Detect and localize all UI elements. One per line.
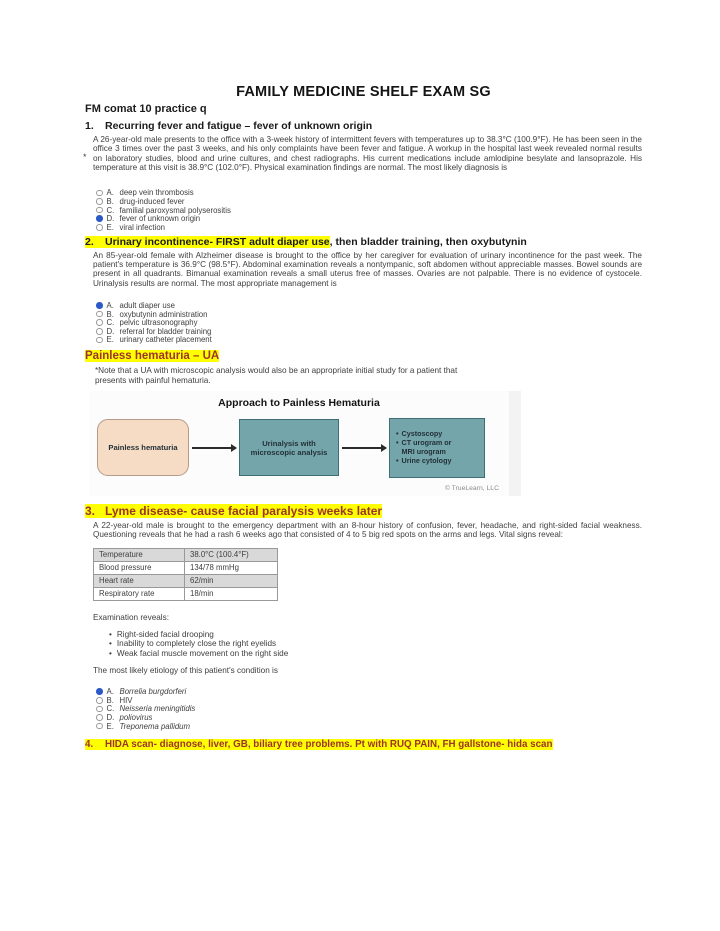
radio-icon[interactable] [96, 723, 103, 730]
option-letter: B. [106, 197, 114, 207]
option-text: Treponema pallidum [119, 721, 190, 731]
option-q3-b [96, 696, 642, 705]
radio-selected-icon[interactable] [96, 688, 103, 695]
table-row [94, 561, 278, 574]
question-3-options [96, 687, 642, 730]
option-text: Neisseria meningitidis [119, 704, 196, 714]
option-text: referral for bladder training [119, 326, 212, 336]
option-letter: C. [106, 318, 115, 328]
question-4-heading [85, 739, 642, 750]
flow-bullet-text: Cystoscopy [401, 429, 443, 439]
flowchart-row [97, 418, 501, 478]
flowchart-title: Approach to Painless Hematuria [218, 396, 380, 409]
flow-bullet-urogram [396, 439, 451, 457]
bullet-icon: • [396, 429, 399, 439]
question-2-heading [85, 236, 642, 248]
option-q3-c [96, 705, 642, 714]
option-letter: E. [106, 335, 114, 345]
vital-label: Temperature [94, 548, 185, 561]
option-q3-d [96, 713, 642, 722]
option-text: oxybutynin administration [119, 309, 208, 319]
option-letter: D. [106, 712, 115, 722]
option-letter: A. [106, 301, 114, 311]
question-3-heading-text: Lyme disease- cause facial paralysis weeks later [105, 503, 383, 518]
radio-icon[interactable] [96, 706, 103, 713]
option-letter: E. [106, 222, 114, 232]
flow-bullet-text: Urine cytology [401, 455, 452, 465]
hematuria-flowchart-image [89, 391, 521, 496]
option-q1-a [96, 189, 642, 198]
bullet-icon: • [109, 648, 112, 658]
option-q3-a [96, 687, 642, 696]
question-2-heading-rest: , then bladder training, then oxybutynin [329, 235, 527, 248]
truelearn-credit: © TrueLearn, LLC [444, 484, 499, 492]
exam-findings-list [109, 630, 642, 659]
question-2-stem-text: An 85-year-old female with Alzheimer disease is brought to the office by her caregiver for evaluation of urinary incontinence for the past week. The patient's temperature is 36.9°C (98.5°F). Abdominal examination reveals a nontympanic, soft abdomen without appreciable masses. Bowel sounds are present in all quadrants. Bimanual examination reveals a small uterus free of masses. Ovaries are not palpable. There is no evidence of cystocele. Urinalysis results are normal. The most appropriate management is [93, 250, 642, 288]
question-2-number: 2. [85, 235, 94, 248]
option-text: adult diaper use [119, 301, 175, 311]
radio-icon[interactable] [96, 328, 103, 335]
question-3-lead: The most likely etiology of this patient's condition is [93, 666, 278, 676]
question-1-stem [83, 135, 642, 173]
radio-icon[interactable] [96, 190, 103, 197]
flow-arrow-icon [192, 447, 236, 449]
option-letter: E. [106, 721, 114, 731]
question-4-number: 4. [85, 739, 94, 751]
flow-arrow-icon [342, 447, 386, 449]
bullet-icon: • [109, 629, 112, 639]
radio-icon[interactable] [96, 198, 103, 205]
vital-label: Respiratory rate [94, 587, 185, 600]
list-item [109, 630, 642, 640]
question-2-stem [93, 251, 642, 289]
flow-bullet-cytology [396, 457, 451, 466]
hematuria-note: *Note that a UA with microscopic analysis would also be an appropriate initial study for a patient that presents with painful hematuria. [95, 366, 458, 385]
vital-label: Heart rate [94, 574, 185, 587]
option-letter: B. [106, 309, 114, 319]
option-text: deep vein thrombosis [119, 188, 194, 198]
radio-icon[interactable] [96, 714, 103, 721]
vital-value: 18/min [185, 587, 278, 600]
option-q2-d [96, 327, 642, 336]
finding-text: Right-sided facial drooping [116, 629, 214, 639]
question-1-heading-text: Recurring fever and fatigue – fever of unknown origin [105, 120, 373, 132]
option-q3-e [96, 722, 642, 731]
page-title: FAMILY MEDICINE SHELF EXAM SG [236, 84, 491, 100]
option-text: viral infection [119, 222, 166, 232]
margin-asterisk: * [83, 152, 87, 162]
option-text: HIV [119, 695, 133, 705]
option-text: urinary catheter placement [119, 335, 212, 345]
table-row [94, 548, 278, 561]
question-2-heading-highlight: Urinary incontinence- FIRST adult diaper use [105, 235, 330, 248]
vital-value: 38.0°C (100.4°F) [185, 548, 278, 561]
finding-text: Weak facial muscle movement on the right side [116, 648, 289, 658]
radio-icon[interactable] [96, 207, 103, 214]
finding-text: Inability to completely close the right eyelids [116, 639, 277, 649]
vital-value: 62/min [185, 574, 278, 587]
list-item [109, 639, 642, 649]
radio-icon[interactable] [96, 319, 103, 326]
option-letter: A. [106, 687, 114, 697]
hematuria-heading: Painless hematuria – UA [85, 350, 220, 363]
hematuria-section [85, 344, 642, 496]
bullet-icon: • [396, 437, 399, 447]
option-letter: A. [106, 188, 114, 198]
urogram-cont: MRI urogram [401, 446, 446, 456]
question-4-heading-text: HIDA scan- diagnose, liver, GB, biliary tree problems. Pt with RUQ PAIN, FH gallstone- hida scan [105, 739, 553, 751]
question-3-stem-text: A 22-year-old male is brought to the emergency department with an 8-hour history of confusion, fever, headache, and right-sided facial weakness. Questioning reveals that he had a rash 6 weeks ago that consisted of 4 to 5 big red spots on the arms and legs. Vital signs reveal: [93, 520, 642, 540]
vital-label: Blood pressure [94, 561, 185, 574]
question-3-stem [93, 521, 642, 540]
radio-icon[interactable] [96, 311, 103, 318]
option-text: fever of unknown origin [119, 214, 201, 224]
question-1-number: 1. [85, 120, 94, 132]
flow-box-painless-hematuria: Painless hematuria [97, 419, 189, 476]
option-text: familial paroxysmal polyserositis [119, 205, 231, 215]
radio-icon[interactable] [96, 224, 103, 231]
question-1-stem-text: A 26-year-old male presents to the office with a 3-week history of intermittent fevers with temperatures up to 38.3°C (100.9°F). He has been seen in the office 3 times over the past 3 weeks, and his only complaints have been fever and fatigue. A workup in the hospital last week revealed normal results on laboratory studies, blood and urine cultures, and chest radiographs. His current medications include amlodipine besylate and lansoprazole. His temperature at this visit is 38.9°C (102.0°F). Physical examination findings are normal. The most likely diagnosis is [93, 135, 642, 173]
question-1-options [96, 189, 642, 232]
question-3-number: 3. [85, 503, 96, 518]
option-q1-d [96, 214, 642, 223]
question-3-heading [85, 504, 642, 518]
option-text: pelvic ultrasonography [119, 318, 198, 328]
table-row [94, 574, 278, 587]
option-text: poliovirus [119, 712, 153, 722]
exam-lead: Examination reveals: [93, 612, 169, 622]
option-text: Borrelia burgdorferi [119, 687, 187, 697]
option-q2-e [96, 336, 642, 345]
option-letter: C. [106, 704, 115, 714]
flow-box-urinalysis: Urinalysis with microscopic analysis [239, 419, 339, 476]
urogram-or: or [444, 437, 452, 447]
option-letter: D. [106, 326, 115, 336]
bullet-icon: • [396, 455, 399, 465]
flow-box-workup [389, 418, 485, 478]
option-letter: D. [106, 214, 115, 224]
flow-bullet-text [402, 439, 452, 457]
bullet-icon: • [109, 639, 112, 649]
option-q2-b [96, 310, 642, 319]
document-content [85, 84, 642, 750]
option-q1-b [96, 197, 642, 206]
radio-icon[interactable] [96, 337, 103, 344]
option-letter: C. [106, 205, 115, 215]
option-text: drug-induced fever [119, 197, 185, 207]
vital-value: 134/78 mmHg [185, 561, 278, 574]
radio-icon[interactable] [96, 697, 103, 704]
option-q1-c [96, 206, 642, 215]
page-subtitle: FM comat 10 practice q [85, 103, 207, 115]
vitals-table [93, 548, 278, 601]
radio-selected-icon[interactable] [96, 302, 103, 309]
urogram-pre: CT urogram [401, 437, 443, 447]
table-row [94, 587, 278, 600]
option-letter: B. [106, 695, 114, 705]
option-q1-e [96, 223, 642, 232]
radio-selected-icon[interactable] [96, 215, 103, 222]
question-1-heading [85, 120, 642, 132]
option-q2-a [96, 301, 642, 310]
question-2-options [96, 301, 642, 344]
list-item [109, 649, 642, 659]
option-q2-c [96, 318, 642, 327]
